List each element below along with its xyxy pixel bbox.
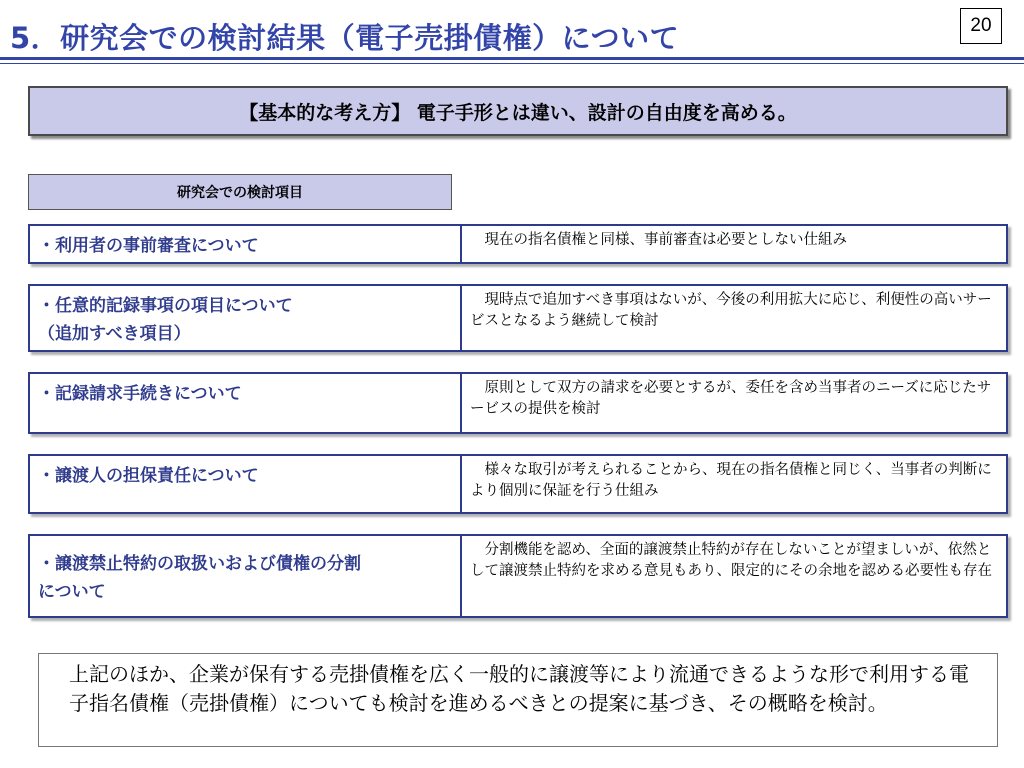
slide-title: 5．研究会での検討結果（電子売掛債権）について (10, 21, 680, 55)
item-topic-line: ・譲渡禁止特約の取扱いおよび債権の分割 (38, 554, 361, 574)
item-row-transferor-liability (28, 454, 1008, 514)
item-description: 現在の指名債権と同様、事前審査は必要としない仕組み (470, 232, 847, 248)
item-topic (30, 374, 462, 432)
item-topic-line: （追加すべき項目） (38, 324, 191, 344)
page-number: 20 (960, 8, 1002, 44)
item-topic-line: ・記録請求手続きについて (38, 384, 242, 404)
item-row-prior-review (28, 224, 1008, 264)
item-topic (30, 226, 462, 262)
item-row-optional-records (28, 284, 1008, 352)
section-header: 研究会での検討項目 (28, 174, 452, 210)
item-row-record-request (28, 372, 1008, 434)
item-topic-line: ・任意的記録事項の項目について (38, 296, 293, 316)
item-topic (30, 456, 462, 512)
item-row-transfer-restriction (28, 534, 1008, 618)
item-description: 現時点で追加すべき事項はないが、今後の利用拡大に応じ、利便性の高いサービスとなるよう継続して検討 (470, 292, 992, 329)
item-topic-line: ・利用者の事前審査について (38, 236, 259, 256)
item-topic (30, 286, 462, 350)
item-topic-line: ・譲渡人の担保責任について (38, 466, 259, 486)
basic-approach-box: 【基本的な考え方】 電子手形とは違い、設計の自由度を高める。 (28, 86, 1008, 136)
item-description: 様々な取引が考えられることから、現在の指名債権と同じく、当事者の判断により個別に保証を行う仕組み (470, 462, 992, 499)
item-description: 分割機能を認め、全面的譲渡禁止特約が存在しないことが望ましいが、依然として譲渡禁止特約を求める意見もあり、限定的にその余地を認める必要性も存在 (470, 542, 992, 579)
title-rule-thin (0, 63, 1024, 64)
title-rule-thick (0, 57, 1024, 60)
item-topic (30, 536, 462, 616)
item-topic-line: について (38, 582, 106, 602)
summary-box: 上記のほか、企業が保有する売掛債権を広く一般的に譲渡等により流通できるような形で利用する電子指名債権（売掛債権）についても検討を進めるべきとの提案に基づき、その概略を検討。 (38, 653, 998, 747)
item-description: 原則として双方の請求を必要とするが、委任を含め当事者のニーズに応じたサービスの提供を検討 (470, 380, 992, 417)
